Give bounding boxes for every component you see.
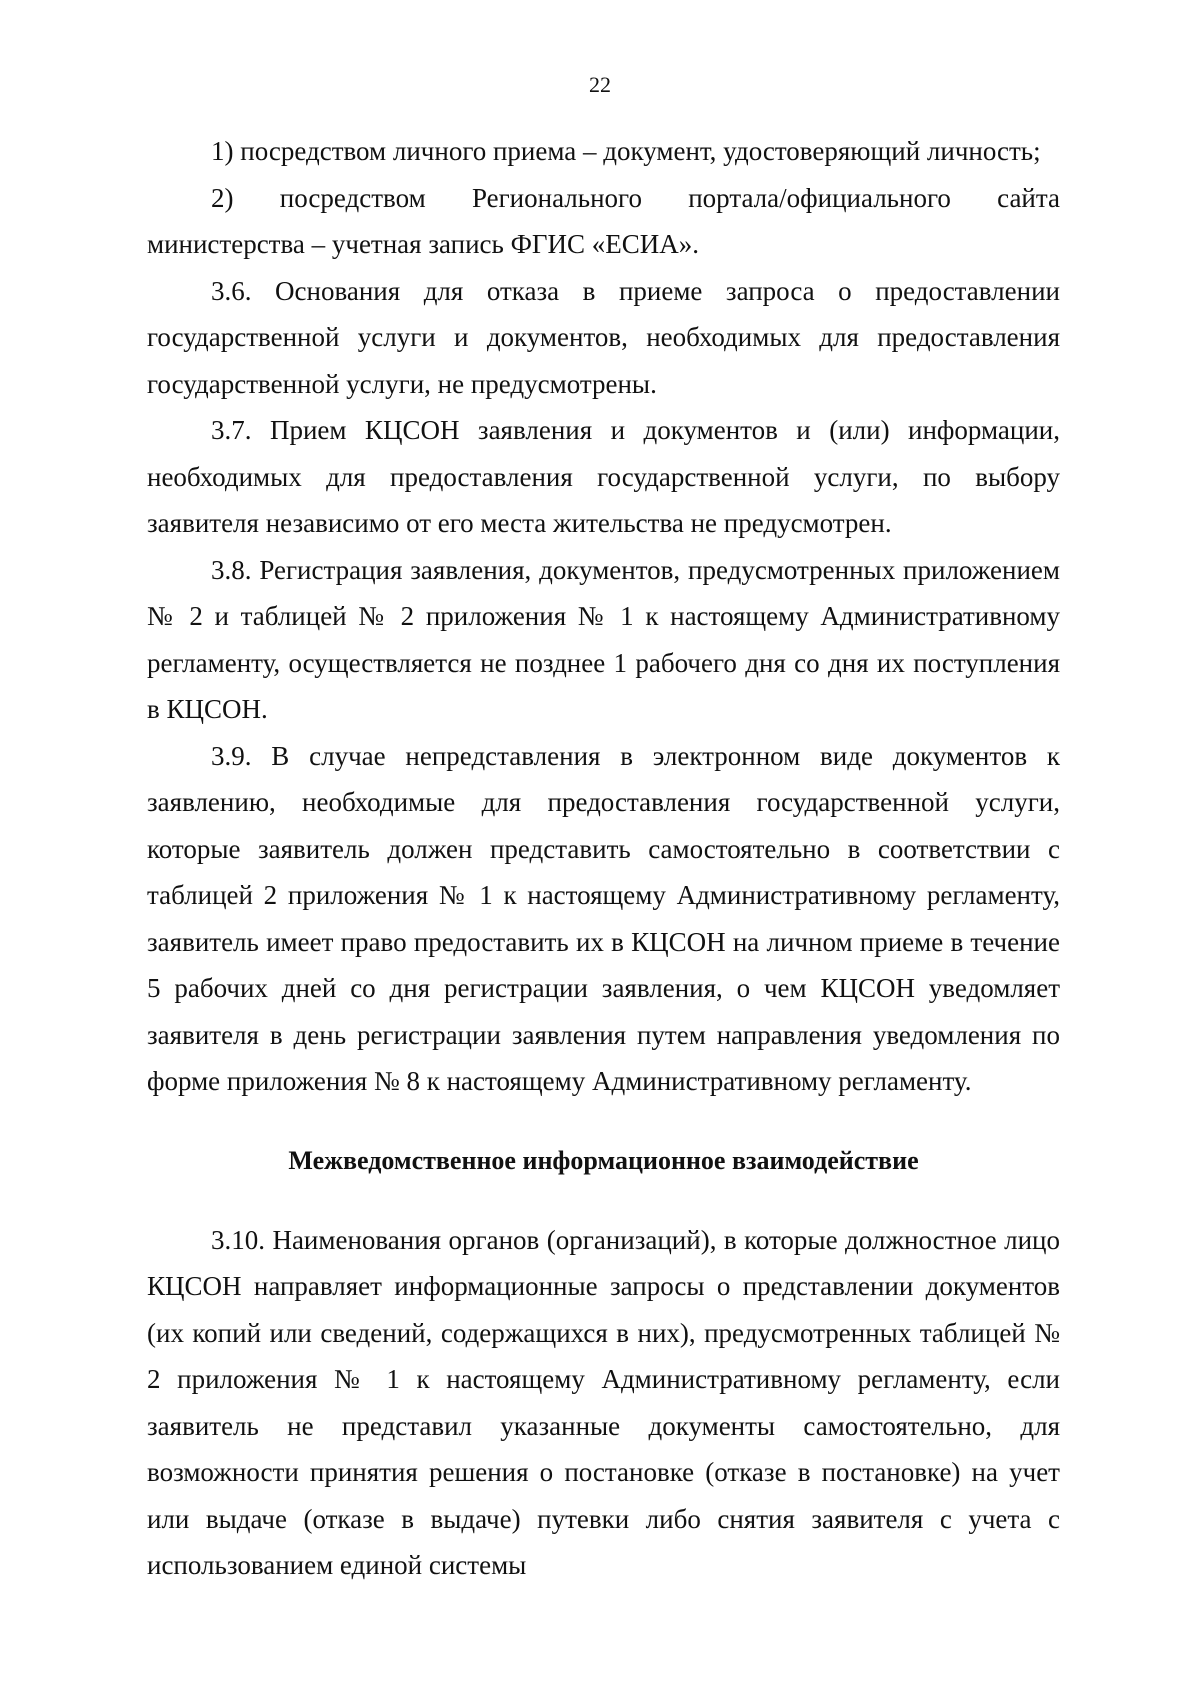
section-heading: Межведомственное информационное взаимодействие — [288, 1145, 919, 1175]
paragraph-item-2: 2) посредством Регионального портала/официального сайта министерства – учетная запись ФГИС «ЕСИА». — [147, 182, 1060, 259]
paragraph-3-7: 3.7. Прием КЦСОН заявления и документов и (или) информации, необходимых для предоставления государственной услуги, по выбору заявителя независимо от его места жительства не предусмотрен. — [147, 415, 1060, 538]
paragraph-3-10: 3.10. Наименования органов (организаций), в которые должностное лицо КЦСОН направляет информационные запросы о представлении документов (их копий или сведений, содержащихся в них), предусмотренных таблицей № 2 приложения № 1 к настоящему Административному регламенту, если заявитель не представил указанные документы самостоятельно, для возможности принятия решения о постановке (отказе в постановке) на учет или выдаче (отказе в выдаче) путевки либо снятия заявителя с учета с использованием единой системы — [147, 1224, 1060, 1580]
paragraph-3-8: 3.8. Регистрация заявления, документов, предусмотренных приложением № 2 и таблицей № 2 приложения № 1 к настоящему Административному регламенту, осуществляется не позднее 1 рабочего дня со дня их поступления в КЦСОН. — [147, 554, 1060, 724]
page-number: 22 — [589, 72, 611, 97]
paragraph-3-9: 3.9. В случае непредставления в электронном виде документов к заявлению, необходимые для предоставления государственной услуги, которые заявитель должен представить самостоятельно в соответствии с таблицей 2 приложения № 1 к настоящему Административному регламенту, заявитель имеет право предоставить их в КЦСОН на личном приеме в течение 5 рабочих дней со дня регистрации заявления, о чем КЦСОН уведомляет заявителя в день регистрации заявления путем направления уведомления по форме приложения № 8 к настоящему Административному регламенту. — [147, 740, 1060, 1096]
document-body — [147, 128, 1060, 1589]
paragraph-3-6: 3.6. Основания для отказа в приеме запроса о предоставлении государственной услуги и документов, необходимых для предоставления государственной услуги, не предусмотрены. — [147, 275, 1060, 399]
paragraph-item-1: 1) посредством личного приема – документ, удостоверяющий личность; — [211, 136, 1041, 166]
